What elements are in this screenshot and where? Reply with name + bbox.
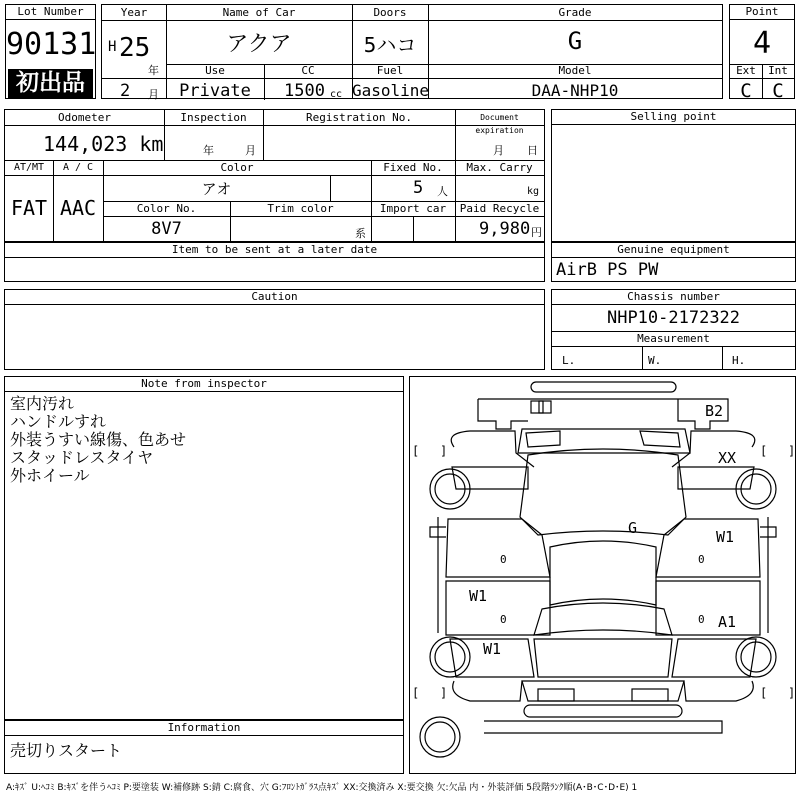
trim-label: Trim color [267,202,334,215]
lot-box [5,4,96,99]
measure-l: L. [562,354,576,367]
measurement-label: Measurement [637,332,710,345]
use-value: Private [179,81,251,101]
chassis-value: NHP10-2172322 [606,308,741,328]
year-value: 25 [119,33,151,63]
mark-w1-right-front: W1 [716,528,735,546]
selling-point-box [551,109,796,242]
inspection-year-unit: 年 [203,144,214,157]
note-line: 外装うすい線傷、色あせ [10,430,187,449]
use-label: Use [205,64,225,77]
measure-h: H. [732,354,746,367]
year-label: Year [120,6,148,19]
bracket-right-bottom-open: [ [760,686,768,700]
note-line: ハンドルすれ [10,412,107,431]
grade-label: Grade [558,6,592,19]
cc-value: 1500 [284,81,325,101]
first-listing-badge: 初出品 [8,69,93,98]
selling-point-label: Selling point [552,110,795,125]
cc-unit: cc [330,89,343,100]
chassis-box [551,289,796,370]
information-box [4,720,404,774]
fixed-label: Fixed No. [383,161,443,174]
mark-w1-left-quarter: W1 [483,640,502,658]
point-value: 4 [752,26,772,61]
mark-a1: A1 [718,613,737,631]
int-value: C [772,80,784,102]
bracket-left-bottom-close: ] [440,686,448,700]
equipment-value: AirB PS PW [556,260,659,280]
caution-box [4,289,545,370]
measure-w: W. [648,354,662,367]
mark-g: G [628,519,638,537]
carry-label: Max. Carry [466,161,533,174]
doors-label: Doors [373,6,407,19]
equipment-label: Genuine equipment [552,243,795,258]
information-text: 売切りスタート [10,741,123,760]
point-label: Point [730,5,794,20]
equipment-box [551,242,796,282]
recycle-label: Paid Recycle [459,202,540,215]
details-grid [4,109,545,242]
doors-value: 5ハコ [363,33,417,57]
chassis-label: Chassis number [552,290,795,305]
cc-label: CC [301,64,315,77]
atmt-label: AT/MT [13,162,45,173]
information-label: Information [5,721,403,736]
ac-label: A / C [62,162,94,173]
ext-label: Ext [736,64,756,77]
mark-b2: B2 [705,402,724,420]
recycle-value: 9,980 [479,219,531,239]
point-box [729,4,795,102]
header-grid [101,4,723,99]
bracket-left-bottom-open: [ [412,686,420,700]
int-label: Int [768,64,788,77]
year-unit: 年 [148,64,159,77]
car-diagram-box [409,376,796,774]
fixed-unit: 人 [437,185,448,198]
note-line: 室内汚れ [10,394,75,413]
car-name-label: Name of Car [222,6,296,19]
mark-xx: XX [718,449,737,467]
fuel-value: Gasoline [352,81,430,100]
import-label: Import car [379,202,447,215]
ext-value: C [740,80,752,102]
lot-number: 90131 [6,27,97,62]
color-no-value: 8V7 [151,219,182,239]
bracket-left-top-open: [ [412,444,420,458]
atmt-value: FAT [10,196,48,220]
ac-value: AAC [59,196,97,220]
model-label: Model [558,64,592,77]
fuel-label: Fuel [376,64,404,77]
month-unit: 月 [148,88,159,101]
odometer-value: 144,023 km [43,132,164,156]
odometer-label: Odometer [58,111,111,124]
note-line: スタッドレスタイヤ [10,448,154,467]
color-value: アオ [201,180,232,198]
lot-label: Lot Number [6,5,95,20]
fixed-value: 5 [413,178,424,198]
year-era: H [108,39,117,55]
month-value: 2 [120,81,131,101]
doc-exp-label: Document expiration [475,113,524,135]
bracket-left-top-close: ] [440,444,448,458]
car-diagram [410,377,795,773]
mark-zero-left-2: 0 [500,613,507,626]
carry-unit: kg [527,186,540,197]
mark-zero-right-2: 0 [698,613,705,626]
caution-label: Caution [5,290,544,305]
car-name: アクア [226,32,292,57]
inspection-month-unit: 月 [245,144,256,157]
bracket-right-bottom-close: ] [788,686,795,700]
doc-day-unit: 日 [527,144,538,157]
mark-zero-left: 0 [500,553,507,566]
doc-month-unit: 月 [493,144,504,157]
trim-unit: 系 [355,227,366,240]
mark-w1-left-rear: W1 [469,587,488,605]
grade-value: G [567,27,583,55]
bracket-right-top-close: ] [788,444,795,458]
inspection-label: Inspection [180,111,247,124]
later-items-box [4,242,545,282]
inspector-notes-box [4,376,404,720]
inspector-notes-list [10,395,186,485]
note-line: 外ホイール [10,466,90,485]
bracket-right-top-open: [ [760,444,768,458]
recycle-unit: 円 [531,226,542,239]
color-label: Color [220,161,254,174]
later-items-label: Item to be sent at a later date [5,243,544,258]
model-value: DAA-NHP10 [531,81,619,100]
color-no-label: Color No. [136,202,197,215]
registration-label: Registration No. [306,111,412,124]
mark-zero-right: 0 [698,553,705,566]
inspector-notes-label: Note from inspector [5,377,403,392]
legend-text: A:ｷｽﾞ U:ﾍｺﾐ B:ｷｽﾞを伴うﾍｺﾐ P:要塗装 W:補修跡 S:錆 C:腐食、穴 G:ﾌﾛﾝﾄｶﾞﾗｽ点ｷｽﾞ XX:交換済み X:要交換 欠:欠品 内・外装評価 5段階ﾗﾝｸ順(A･B･C･D･E) 1 [6,783,638,793]
